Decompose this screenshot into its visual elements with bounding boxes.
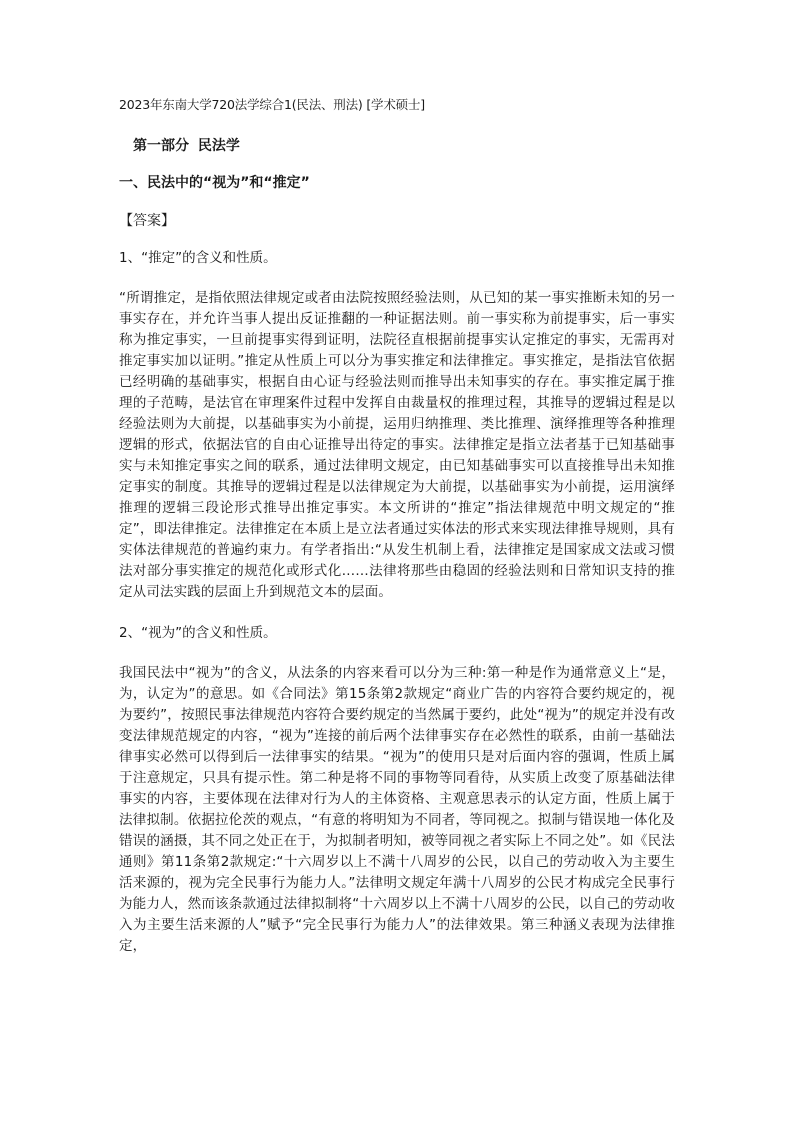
subsection-heading-deeming: 2、“视为”的含义和性质。 <box>119 625 277 641</box>
part-title: 第一部分 民法学 <box>133 138 240 154</box>
section-title: 一、民法中的“视为”和“推定” <box>119 175 310 191</box>
paragraph-presumption: “所谓推定，是指依照法律规定或者由法院按照经验法则，从已知的某一事实推断未知的另一事实存在，并允许当事人提出反证推翻的一种证据法则。前一事实称为前提事实，后一事实称为推定事实，一旦前提事实得到证明，法院径直根据前提事实认定推定的事实，无需再对推定事实加以证明。”推定从性质上可以分为事实推定和法律推定。事实推定，是指法官依据已经明确的基础事实，根据自由心证与经验法则而推导出未知事实的存在。事实推定属于推理的子范畴，是法官在审理案件过程中发挥自由裁量权的推理过程，其推导的逻辑过程是以经验法则为大前提，以基础事实为小前提，运用归纳推理、类比推理、演绎推理等各种推理逻辑的形式，依据法官的自由心证推导出待定的事实。法律推定是指立法者基于已知基础事实与未知推定事实之间的联系，通过法律明文规定，由已知基础事实可以直接推导出未知推定事实的制度。其推导的逻辑过程是以法律规定为大前提，以基础事实为小前提，运用演绎推理的逻辑三段论形式推导出推定事实。本文所讲的“推定”指法律规范中明文规定的“推定”，即法律推定。法律推定在本质上是立法者通过实体法的形式来实现法律推导规则，具有实体法律规范的普遍约束力。有学者指出:“从发生机制上看，法律推定是国家成文法或习惯法对部分事实推定的规范化或形式化……法律将那些由稳固的经验法则和日常知识支持的推定从司法实践的层面上升到规范文本的层面。 <box>119 290 675 600</box>
subsection-heading-presumption: 1、“推定”的含义和性质。 <box>119 250 277 266</box>
answer-label: 【答案】 <box>119 213 175 229</box>
document-page <box>119 96 675 977</box>
paragraph-deeming: 我国民法中“视为”的含义，从法条的内容来看可以分为三种:第一种是作为通常意义上“是，为，认定为”的意思。如《合同法》第15条第2款规定“商业广告的内容符合要约规定的，视为要约”，按照民事法律规范内容符合要约规定的当然属于要约，此处“视为”的规定并没有改变法律规范规定的内容，“视为”连接的前后两个法律事实存在必然性的联系，由前一基础法律事实必然可以得到后一法律事实的结果。“视为”的使用只是对后面内容的强调，性质上属于注意规定，只具有提示性。第二种是将不同的事物等同看待，从实质上改变了原基础法律事实的内容，主要体现在法律对行为人的主体资格、主观意思表示的认定方面，性质上属于法律拟制。依据拉伦茨的观点，“有意的将明知为不同者，等同视之。拟制与错误地一体化及错误的涵摄，其不同之处正在于，为拟制者明知，被等同视之者实际上不同之处”。如《民法通则》第11条第2款规定:“十六周岁以上不满十八周岁的公民，以自己的劳动收入为主要生活来源的，视为完全民事行为能力人。”法律明文规定年满十八周岁的公民才构成完全民事行为能力人，然而该条款通过法律拟制将“十六周岁以上不满十八周岁的公民，以自己的劳动收入为主要生活来源的人”赋予“完全民事行为能力人”的法律效果。第三种涵义表现为法律推定， <box>119 665 675 954</box>
document-header: 2023年东南大学720法学综合1(民法、刑法) [学术硕士] <box>119 97 425 112</box>
